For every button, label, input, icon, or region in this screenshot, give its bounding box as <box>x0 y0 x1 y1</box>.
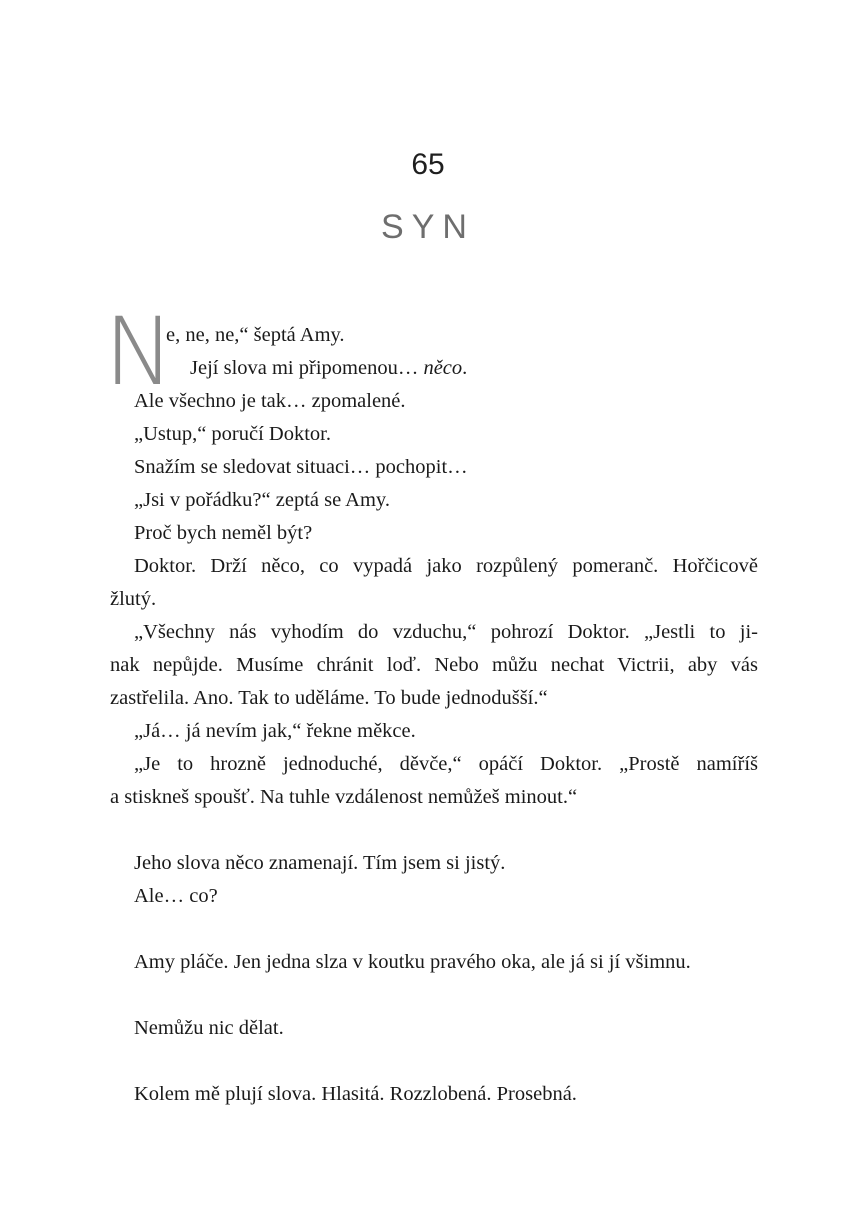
text-line: a stiskneš spoušť. Na tuhle vzdálenost nemůžeš minout.“ <box>110 786 578 808</box>
text-line: Její slova mi připomenou… něco. <box>190 357 468 379</box>
text-line: „Jsi v pořádku?“ zeptá se Amy. <box>134 489 390 511</box>
text-line: „Je to hrozně jednoduché, děvče,“ opáčí Doktor. „Prostě namíříš <box>134 753 758 775</box>
text-line: zastřelila. Ano. Tak to uděláme. To bude jednodušší.“ <box>110 687 548 709</box>
drop-cap: N <box>104 298 175 407</box>
text-line: Amy pláče. Jen jedna slza v koutku pravého oka, ale já si jí všimnu. <box>134 951 691 973</box>
text-line: e, ne, ne,“ šeptá Amy. <box>166 324 345 346</box>
text-line: Ale… co? <box>134 885 218 907</box>
text-line: žlutý. <box>110 588 157 610</box>
text-line: Proč bych neměl být? <box>134 522 313 544</box>
chapter-title: SYN <box>381 208 475 246</box>
text-line: Snažím se sledovat situaci… pochopit… <box>134 456 468 478</box>
text-line: Jeho slova něco znamenají. Tím jsem si jistý. <box>134 852 506 874</box>
text-line: „Já… já nevím jak,“ řekne měkce. <box>134 720 416 742</box>
chapter-number: 65 <box>411 148 445 181</box>
text-line: Doktor. Drží něco, co vypadá jako rozpůlený pomeranč. Hořčicově <box>134 555 758 577</box>
text-line: Ale všechno je tak… zpomalené. <box>134 390 406 412</box>
text-line: Kolem mě plují slova. Hlasitá. Rozzlobená. Prosebná. <box>134 1083 577 1105</box>
text-line: Nemůžu nic dělat. <box>134 1017 284 1039</box>
text-line: „Všechny nás vyhodím do vzduchu,“ pohrozí Doktor. „Jestli to ji- <box>134 621 758 643</box>
text-line: nak nepůjde. Musíme chránit loď. Nebo můžu nechat Victrii, aby vás <box>110 654 758 676</box>
text-line: „Ustup,“ poručí Doktor. <box>134 423 331 445</box>
